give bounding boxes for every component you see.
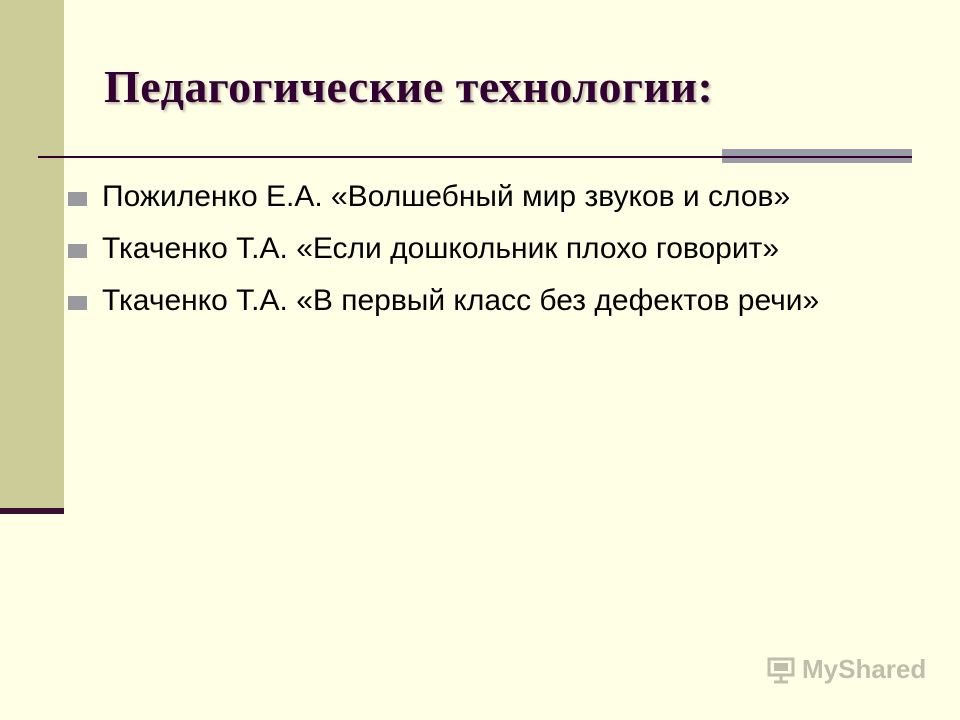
square-bullet-icon [68, 192, 87, 206]
title-divider-accent [722, 149, 912, 163]
square-bullet-icon [68, 296, 87, 310]
list-item-text: Пожиленко Е.А. «Волшебный мир звуков и слов» [102, 180, 791, 213]
list-item-text: Ткаченко Т.А. «Если дошкольник плохо говорит» [102, 232, 780, 265]
list-item [68, 230, 888, 268]
square-bullet-icon [68, 244, 87, 258]
list-item [68, 282, 888, 320]
presentation-screen-icon [766, 655, 796, 685]
watermark-logo [766, 654, 926, 685]
list-item [68, 178, 888, 216]
bullet-list [68, 178, 888, 334]
slide-title: Педагогические технологии: [104, 61, 714, 112]
watermark-text: MyShared [802, 654, 927, 684]
list-item-text: Ткаченко Т.А. «В первый класс без дефектов речи» [102, 284, 820, 317]
left-decor-bar [0, 0, 64, 510]
left-decor-bar-accent [0, 508, 64, 514]
